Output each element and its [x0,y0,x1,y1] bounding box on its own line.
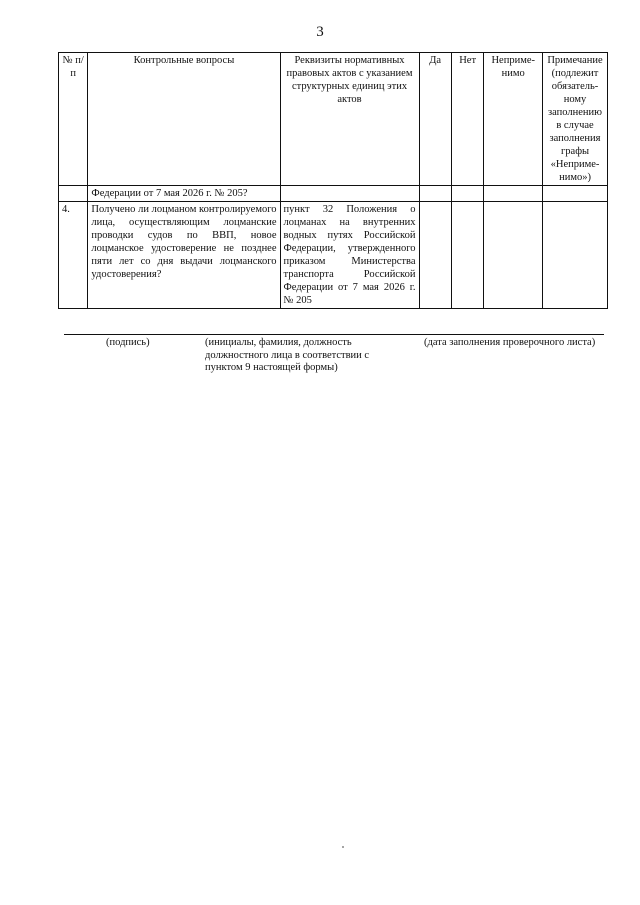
continuation-row [59,186,608,202]
continuation-question: Федерации от 7 мая 2026 г. № 205? [88,186,280,202]
signature-line [64,334,604,335]
header-row [59,53,608,186]
row-requisites: пункт 32 Положения о лоцманах на внутренних водных путях Российской Федерации, утвержденного приказом Министерства транспорта Российской Федерации от 7 мая 2026 г. № 205 [280,202,419,309]
answer-yes-cell[interactable] [419,186,451,202]
header-question: Контрольные вопросы [88,53,280,186]
continuation-requisites [280,186,419,202]
official-name-label: (инициалы, фамилия, должность должностного лица в соответствии с пунктом 9 настоящей формы) [205,337,370,373]
row-question: Получено ли лоцманом контролируемого лица, осуществляющим лоцманские проводки судов по ВВП, новое лоцманское удостоверение не позднее пяти лет со дня выдачи лоцманского удостоверения? [88,202,280,309]
header-yes: Да [419,53,451,186]
answer-no-cell[interactable] [451,186,484,202]
header-num: № п/п [59,53,88,186]
header-note: Примечание (подлежит обязатель-ному заполнению в случае заполнения графы «Непримe-нимо») [543,53,608,186]
row-num: 4. [59,202,88,309]
signature-label: (подпись) [106,337,150,348]
continuation-num [59,186,88,202]
answer-na-cell[interactable] [484,186,543,202]
page-number: 3 [316,24,324,40]
header-no: Нет [451,53,484,186]
note-cell[interactable] [543,186,608,202]
fill-date-label: (дата заполнения проверочного листа) [424,337,596,348]
answer-no-cell[interactable] [451,202,484,309]
scan-speck [342,846,344,848]
header-not-applicable: Неприме-нимо [484,53,543,186]
answer-yes-cell[interactable] [419,202,451,309]
header-requisites: Реквизиты нормативных правовых актов с указанием структурных единиц этих актов [280,53,419,186]
answer-na-cell[interactable] [484,202,543,309]
table-row [59,202,608,309]
note-cell[interactable] [543,202,608,309]
checklist-table [58,52,608,309]
